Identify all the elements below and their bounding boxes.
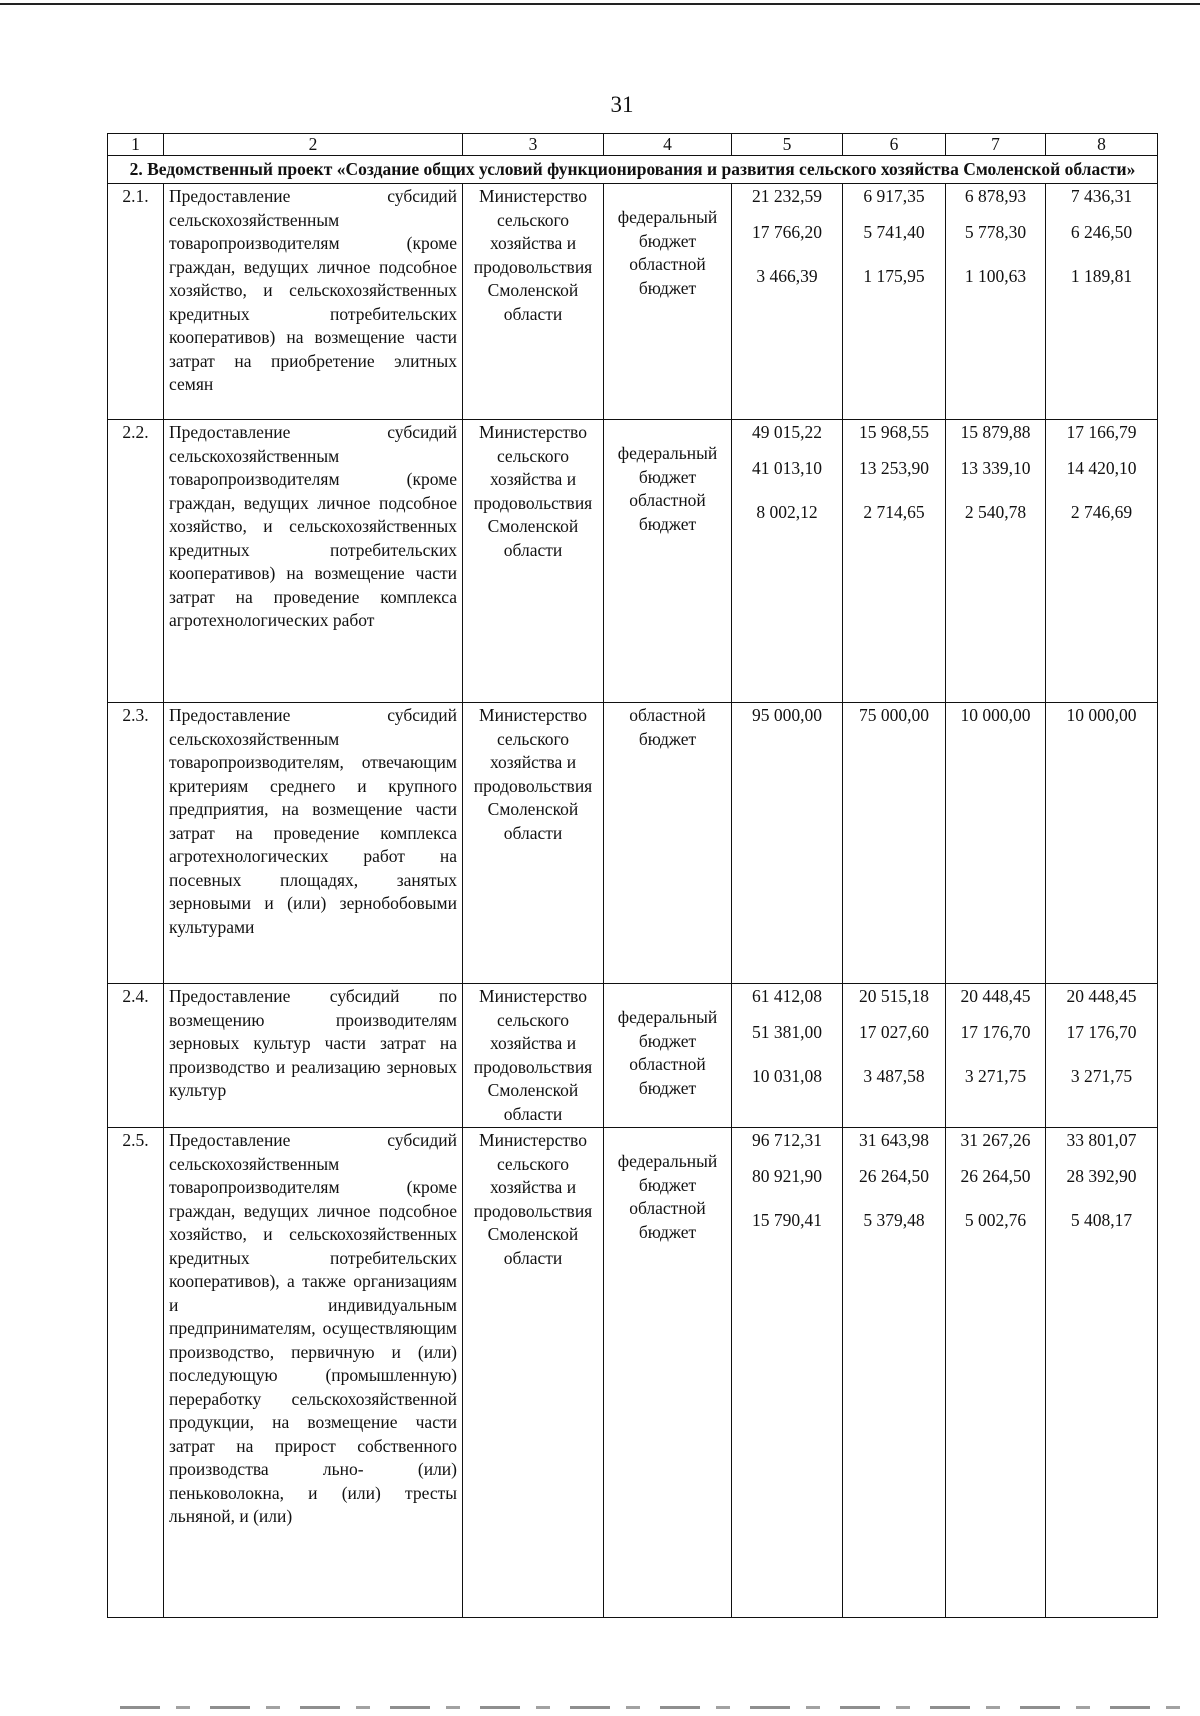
value-regional: 10 031,08 — [752, 1066, 822, 1086]
source-regional: областной бюджет — [629, 1054, 706, 1098]
responsible-org: Министерство сельского хозяйства и продовольствия Смоленской области — [463, 184, 604, 420]
budget-table — [107, 133, 1158, 1618]
header-cell: 5 — [732, 134, 843, 156]
row-description: Предоставление субсидий сельскохозяйственным товаропроизводителям (кроме граждан, ведущих личное подсобное хозяйство, и сельскохозяйственных кредитных потребительских кооперативов), а также организациям и индивидуальным предпринимателям, осуществляющим производство, первичную и (или) последующую (промышленную) переработку сельскохозяйственной продукции, на возмещение части затрат на прирост собственного производства льно- (или) пеньковолокна, и (или) тресты льняной, и (или) — [164, 1128, 463, 1618]
total-cell — [732, 703, 843, 984]
header-cell: 4 — [604, 134, 732, 156]
value-total: 10 000,00 — [960, 705, 1031, 725]
table-row — [108, 703, 1158, 984]
value-total: 6 917,35 — [863, 186, 925, 206]
year3-cell — [1046, 984, 1158, 1128]
value-total: 15 968,55 — [859, 422, 929, 442]
source-regional: областной бюджет — [629, 490, 706, 534]
year1-cell — [843, 984, 946, 1128]
source-regional: областной бюджет — [629, 1198, 706, 1242]
value-federal: 41 013,10 — [752, 457, 822, 478]
funding-sources — [604, 184, 732, 420]
value-regional: 2 714,65 — [863, 502, 925, 522]
year2-cell — [946, 1128, 1046, 1618]
scan-top-edge — [0, 3, 1200, 5]
section-title: 2. Ведомственный проект «Создание общих условий функционирования и развития сельского хозяйства Смоленской области» — [108, 156, 1158, 184]
value-regional: 5 408,17 — [1070, 1210, 1133, 1230]
header-cell: 3 — [463, 134, 604, 156]
value-federal: 26 264,50 — [859, 1165, 929, 1186]
table-row — [108, 1128, 1158, 1618]
column-number-header — [108, 134, 1158, 156]
value-total: 7 436,31 — [1070, 186, 1133, 206]
value-total: 20 448,45 — [960, 986, 1031, 1006]
header-cell: 2 — [164, 134, 463, 156]
responsible-org: Министерство сельского хозяйства и продовольствия Смоленской области — [463, 703, 604, 984]
value-federal: 6 246,50 — [1070, 221, 1133, 242]
responsible-org: Министерство сельского хозяйства и продовольствия Смоленской области — [463, 984, 604, 1128]
value-federal: 26 264,50 — [960, 1165, 1031, 1186]
value-total: 49 015,22 — [752, 422, 822, 442]
value-total: 61 412,08 — [752, 986, 822, 1006]
value-regional: 5 379,48 — [863, 1210, 925, 1230]
value-regional: 1 175,95 — [863, 266, 925, 286]
value-federal: 5 741,40 — [863, 221, 925, 242]
value-total: 20 515,18 — [859, 986, 929, 1006]
value-federal: 13 339,10 — [960, 457, 1031, 478]
source-federal: федеральный бюджет — [617, 1007, 718, 1051]
row-number: 2.3. — [108, 703, 164, 984]
value-federal: 5 778,30 — [964, 221, 1027, 242]
funding-sources — [604, 1128, 732, 1618]
row-number: 2.2. — [108, 420, 164, 703]
value-total: 21 232,59 — [752, 186, 822, 206]
value-total: 17 166,79 — [1066, 422, 1137, 442]
value-total: 15 879,88 — [960, 422, 1031, 442]
value-regional: 5 002,76 — [964, 1210, 1027, 1230]
value-federal: 17 176,70 — [960, 1021, 1031, 1042]
value-federal: 80 921,90 — [752, 1165, 822, 1186]
funding-sources — [604, 984, 732, 1128]
responsible-org: Министерство сельского хозяйства и продовольствия Смоленской области — [463, 420, 604, 703]
value-federal: 17 766,20 — [752, 221, 822, 242]
value-regional: 8 002,12 — [756, 502, 818, 522]
row-number: 2.4. — [108, 984, 164, 1128]
year2-cell — [946, 703, 1046, 984]
value-federal: 14 420,10 — [1066, 457, 1137, 478]
total-cell — [732, 420, 843, 703]
source-regional: областной бюджет — [629, 705, 706, 749]
table-row — [108, 984, 1158, 1128]
year2-cell — [946, 420, 1046, 703]
value-total: 75 000,00 — [859, 705, 929, 725]
header-cell: 8 — [1046, 134, 1158, 156]
table-row — [108, 184, 1158, 420]
year1-cell — [843, 703, 946, 984]
value-total: 20 448,45 — [1066, 986, 1137, 1006]
value-federal: 17 027,60 — [859, 1021, 929, 1042]
year2-cell — [946, 184, 1046, 420]
funding-sources — [604, 703, 732, 984]
source-federal: федеральный бюджет — [617, 443, 718, 487]
value-total: 33 801,07 — [1066, 1130, 1137, 1150]
year1-cell — [843, 1128, 946, 1618]
value-federal: 51 381,00 — [752, 1021, 822, 1042]
value-total: 6 878,93 — [964, 186, 1027, 206]
source-federal: федеральный бюджет — [617, 1151, 718, 1195]
section-row — [108, 156, 1158, 184]
row-description: Предоставление субсидий сельскохозяйственным товаропроизводителям (кроме граждан, ведущих личное подсобное хозяйство, и сельскохозяйственных кредитных потребительских кооперативов) на возмещение части затрат на приобретение элитных семян — [164, 184, 463, 420]
source-federal: федеральный бюджет — [617, 207, 718, 251]
year1-cell — [843, 420, 946, 703]
value-federal: 28 392,90 — [1066, 1165, 1137, 1186]
year1-cell — [843, 184, 946, 420]
total-cell — [732, 984, 843, 1128]
header-cell: 6 — [843, 134, 946, 156]
value-total: 10 000,00 — [1066, 705, 1137, 725]
value-federal: 13 253,90 — [859, 457, 929, 478]
value-regional: 2 540,78 — [964, 502, 1027, 522]
year3-cell — [1046, 703, 1158, 984]
value-total: 96 712,31 — [752, 1130, 822, 1150]
value-regional: 3 271,75 — [1070, 1066, 1133, 1086]
row-description: Предоставление субсидий по возмещению производителям зерновых культур части затрат на производство и реализацию зерновых культур — [164, 984, 463, 1128]
funding-sources — [604, 420, 732, 703]
scan-bottom-edge — [120, 1706, 1180, 1709]
header-cell: 1 — [108, 134, 164, 156]
year3-cell — [1046, 420, 1158, 703]
total-cell — [732, 184, 843, 420]
row-number: 2.1. — [108, 184, 164, 420]
responsible-org: Министерство сельского хозяйства и продовольствия Смоленской области — [463, 1128, 604, 1618]
page-number: 31 — [610, 92, 634, 117]
value-total: 31 643,98 — [859, 1130, 929, 1150]
year3-cell — [1046, 184, 1158, 420]
year2-cell — [946, 984, 1046, 1128]
source-regional: областной бюджет — [629, 254, 706, 298]
row-description: Предоставление субсидий сельскохозяйственным товаропроизводителям (кроме граждан, ведущих личное подсобное хозяйство, и сельскохозяйственных кредитных потребительских кооперативов) на возмещение части затрат на проведение комплекса агротехнологических работ — [164, 420, 463, 703]
row-description: Предоставление субсидий сельскохозяйственным товаропроизводителям, отвечающим критериям среднего и крупного предприятия, на возмещение части затрат на проведение комплекса агротехнологических работ на посевных площадях, занятых зерновыми и (или) зернобобовыми культурами — [164, 703, 463, 984]
value-regional: 1 189,81 — [1070, 266, 1133, 286]
table-row — [108, 420, 1158, 703]
value-total: 31 267,26 — [960, 1130, 1031, 1150]
value-regional: 3 466,39 — [756, 266, 818, 286]
value-regional: 3 271,75 — [964, 1066, 1027, 1086]
header-cell: 7 — [946, 134, 1046, 156]
value-regional: 1 100,63 — [964, 266, 1027, 286]
value-regional: 2 746,69 — [1070, 502, 1133, 522]
year3-cell — [1046, 1128, 1158, 1618]
value-total: 95 000,00 — [752, 705, 822, 725]
value-regional: 3 487,58 — [863, 1066, 925, 1086]
total-cell — [732, 1128, 843, 1618]
row-number: 2.5. — [108, 1128, 164, 1618]
value-federal: 17 176,70 — [1066, 1021, 1137, 1042]
value-regional: 15 790,41 — [752, 1210, 822, 1230]
